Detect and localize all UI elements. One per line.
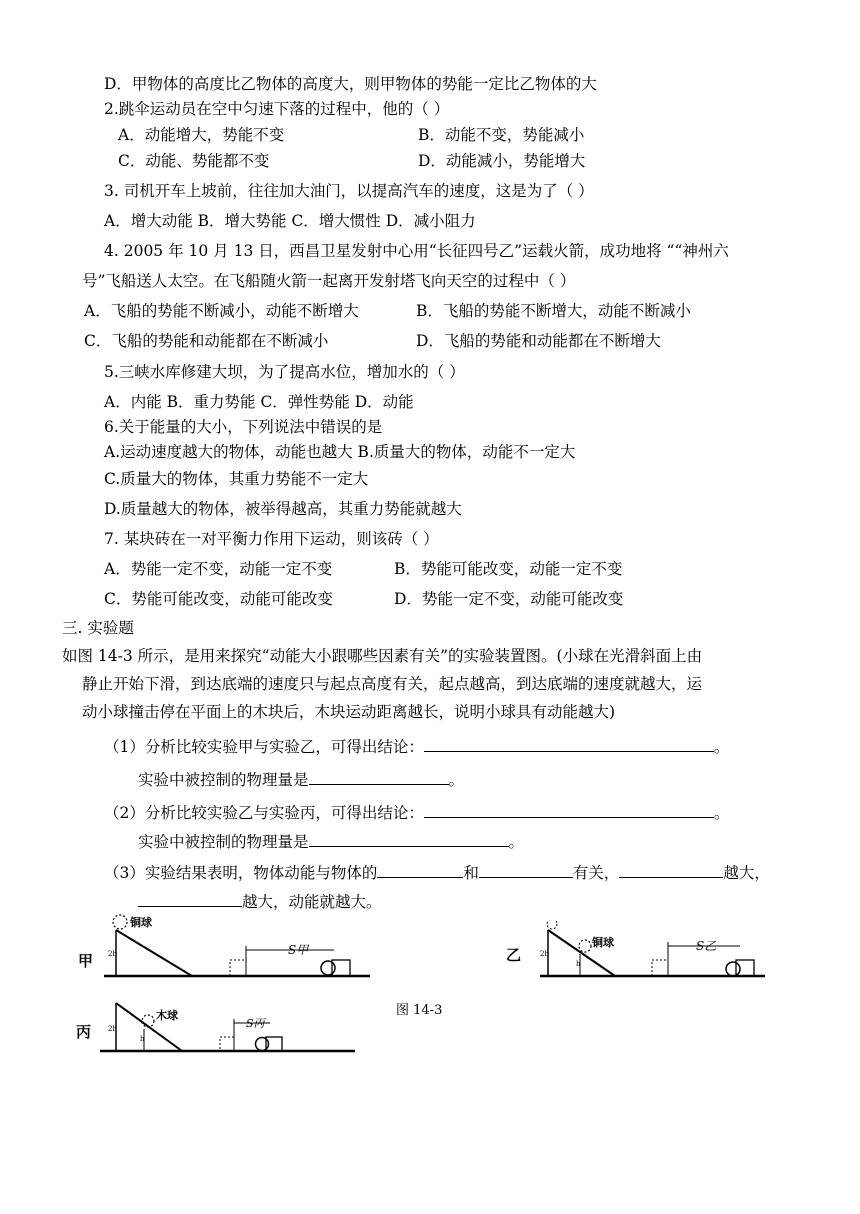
bing-height-2h: 2h: [108, 1025, 117, 1033]
yi-height-2h: 2h: [540, 950, 549, 958]
s-bing-label: S丙: [246, 1017, 265, 1030]
q2-stem: 2.跳伞运动员在空中匀速下落的过程中，他的（ ）: [104, 100, 450, 118]
yi-label: 乙: [506, 946, 522, 964]
q3-options: A．增大动能 B．增大势能 C．增大惯性 D．减小阻力: [104, 212, 476, 230]
yi-copper-ball-label: 铜球: [592, 936, 614, 949]
height-2h-label: 2h: [108, 950, 117, 958]
s-yi-label: S乙: [696, 939, 717, 953]
part3-and: 和: [463, 864, 479, 882]
part3-question: [104, 861, 770, 884]
q6-options-ab: A.运动速度越大的物体，动能也越大 B.质量大的物体，动能不一定大: [104, 443, 576, 461]
part3-more: 越大，: [723, 864, 770, 882]
q5-options: A．内能 B．重力势能 C．弹性势能 D．动能: [104, 393, 414, 411]
figure-yi: [500, 920, 770, 990]
bing-height-h: h: [140, 1035, 145, 1043]
part2-controlled: [138, 830, 524, 853]
q5-stem: 5.三峡水库修建大坝，为了提高水位，增加水的（ ）: [104, 363, 465, 381]
part1-period: 。: [713, 738, 730, 756]
q7-stem: 7. 某块砖在一对平衡力作用下运动，则该砖（ ）: [104, 530, 439, 548]
jia-label: 甲: [78, 952, 94, 970]
part2-conclusion-blank[interactable]: [424, 801, 714, 818]
q2-option-b: B．动能不变，势能减小: [418, 126, 585, 144]
part3-blank-1[interactable]: [377, 861, 463, 878]
q7-option-a: A．势能一定不变，动能一定不变: [104, 560, 333, 578]
q4-option-c: C．飞船的势能和动能都在不断减小: [84, 332, 329, 350]
bing-label: 丙: [76, 1023, 92, 1041]
part3-blank-4[interactable]: [138, 890, 242, 907]
q6-stem: 6.关于能量的大小，下列说法中错误的是: [104, 418, 383, 436]
yi-height-h: h: [576, 960, 581, 968]
q4-stem-line2: 号”飞船送人太空。在飞船随火箭一起离开发射塔飞向天空的过程中（ ）: [82, 272, 576, 290]
part3-end: 越大，动能就越大。: [242, 893, 382, 911]
part1-conclusion-blank[interactable]: [424, 735, 714, 752]
experiment-intro-line2: 静止开始下滑，到达底端的速度只与起点高度有关，起点越高，到达底端的速度就越大，运: [82, 675, 703, 693]
part2-question: [104, 801, 729, 824]
experiment-intro-line1: 如图 14-3 所示，是用来探究“动能大小跟哪些因素有关”的实验装置图。(小球在光滑斜面上由: [62, 647, 703, 665]
part1-question: [104, 735, 729, 758]
q4-stem-line1: 4. 2005 年 10 月 13 日，西昌卫星发射中心用“长征四号乙”运载火箭，成功地将 ““神州六: [104, 242, 729, 260]
part3-blank-3[interactable]: [619, 861, 723, 878]
q2-option-a: A．动能增大，势能不变: [118, 126, 285, 144]
part2-controlled-blank[interactable]: [309, 830, 509, 847]
figure-caption: 图 14-3: [396, 1003, 443, 1018]
q4-option-d: D．飞船的势能和动能都在不断增大: [416, 332, 661, 350]
experiment-intro-line3: 动小球撞击停在平面上的木块后，木块运动距离越长，说明小球具有动能越大): [82, 703, 616, 721]
part3-prompt: （3）实验结果表明，物体动能与物体的: [104, 864, 378, 882]
wood-ball-label: 木球: [156, 1009, 178, 1022]
q6-option-c: C.质量大的物体，其重力势能不一定大: [104, 470, 369, 488]
part3-related: 有关，: [572, 864, 620, 882]
part2-controlled-prompt: 实验中被控制的物理量是: [138, 833, 309, 851]
part1-controlled-blank[interactable]: [309, 768, 449, 785]
section-title: 三. 实验题: [62, 619, 134, 637]
part1-controlled: [138, 768, 464, 791]
q1-option-d: D．甲物体的高度比乙物体的高度大，则甲物体的势能一定比乙物体的大: [104, 75, 597, 93]
s-jia-label: S甲: [288, 943, 309, 957]
q7-option-c: C．势能可能改变，动能可能改变: [104, 590, 333, 608]
copper-ball-label: 铜球: [130, 916, 152, 929]
q3-stem: 3. 司机开车上坡前，往往加大油门，以提高汽车的速度，这是为了（ ）: [104, 182, 594, 200]
copper-ball-start: [113, 915, 127, 929]
part2-period: 。: [713, 804, 730, 822]
q7-option-d: D．势能一定不变，动能可能改变: [394, 590, 624, 608]
part3-blank-2[interactable]: [479, 861, 573, 878]
figure-jia: [70, 910, 370, 988]
q7-option-b: B．势能可能改变，动能一定不变: [394, 560, 623, 578]
copper-ball-end: [321, 961, 335, 975]
q6-option-d: D.质量越大的物体，被举得越高，其重力势能就越大: [104, 500, 462, 518]
part1-controlled-period: 。: [448, 771, 465, 789]
q4-option-b: B．飞船的势能不断增大，动能不断减小: [416, 302, 691, 320]
part1-prompt: （1）分析比较实验甲与实验乙，可得出结论：: [104, 738, 424, 756]
part2-prompt: （2）分析比较实验乙与实验丙，可得出结论：: [104, 804, 424, 822]
part2-controlled-period: 。: [508, 833, 525, 851]
q4-option-a: A．飞船的势能不断减小，动能不断增大: [84, 302, 359, 320]
part1-controlled-prompt: 实验中被控制的物理量是: [138, 771, 309, 789]
figure-bing: [70, 995, 360, 1059]
q2-option-d: D．动能减小，势能增大: [418, 152, 586, 170]
q2-option-c: C．动能、势能都不变: [118, 152, 270, 170]
